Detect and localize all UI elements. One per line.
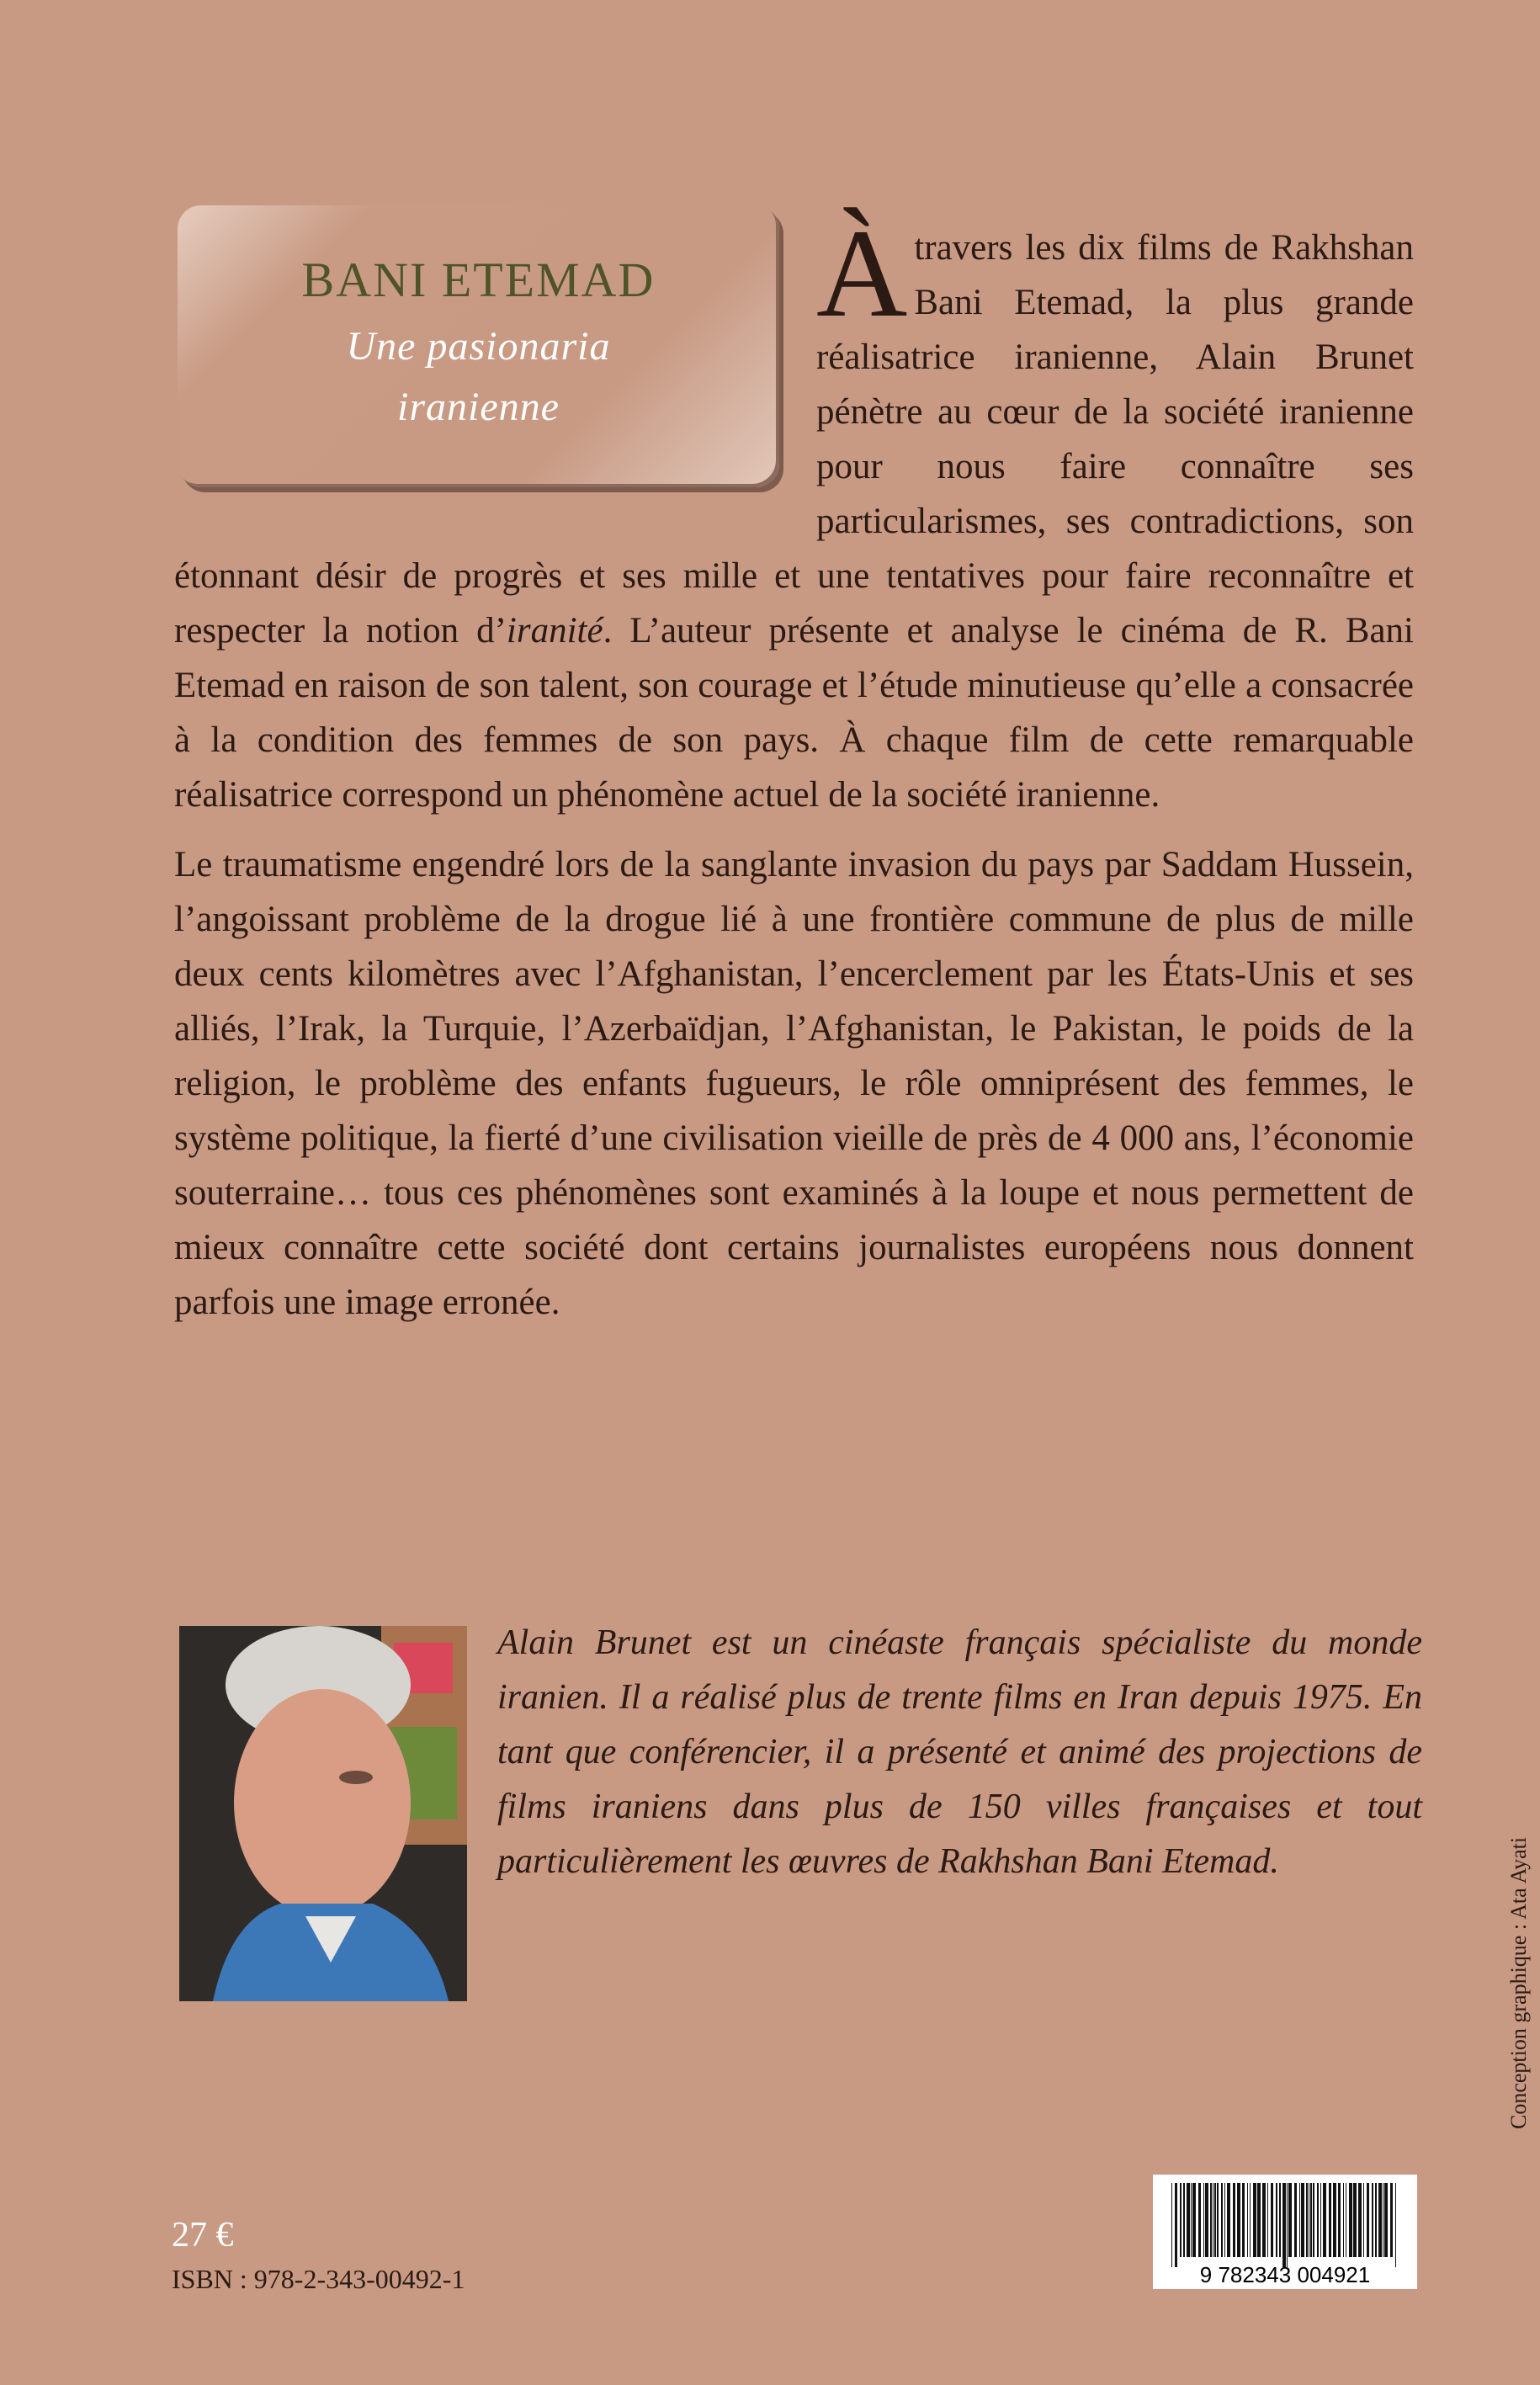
barcode bbox=[1153, 2175, 1417, 2289]
subtitle-line-2: iranienne bbox=[397, 385, 560, 429]
drop-cap: À bbox=[816, 204, 908, 343]
title-box bbox=[178, 205, 779, 487]
price: 27 € bbox=[172, 2216, 234, 2255]
blurb-paragraph-1 bbox=[174, 204, 1415, 822]
blurb-text-end: . L’auteur présente et analyse le cinéma de R. Bani Etemad en raison de son talent, son courage et l’étude minutieuse qu’elle a consacrée à la condition des femmes de son pays. À chaque film de cette remarquable réalisatrice correspond un phénomène actuel de la société iranienne. bbox=[174, 611, 1415, 815]
book-subtitle bbox=[178, 316, 779, 438]
blurb-italic-term: iranité bbox=[506, 611, 603, 651]
barcode-digits: 9 782343 004921 bbox=[1199, 2262, 1371, 2287]
book-title: BANI ETEMAD bbox=[301, 252, 656, 307]
back-cover-blurb bbox=[174, 204, 1415, 1345]
barcode-bars bbox=[1153, 2175, 1417, 2289]
subtitle-line-1: Une pasionaria bbox=[346, 324, 611, 369]
blurb-text: travers les dix films de Rakhshan Bani Etemad, la plus grande réalisatrice iranienne, Alain Brunet pénètre au cœur de la société iranienne pour nous faire connaître ses particularismes, ses contradictions, son étonnant désir de progrès et ses mille et une tentatives pour faire reconnaître et respecter la notion d’ bbox=[174, 228, 1414, 651]
design-credit: Conception graphique : Ata Ayati bbox=[1506, 1836, 1531, 2129]
author-bio: Alain Brunet est un cinéaste français spécialiste du monde iranien. Il a réalisé plus de trente films en Iran depuis 1975. En tant que conférencier, il a présenté et animé des projections de films iraniens dans plus de 150 villes françaises et tout particulièrement les œuvres de Rakhshan Bani Etemad. bbox=[497, 1623, 1422, 1881]
blurb-paragraph-2: Le traumatisme engendré lors de la sanglante invasion du pays par Saddam Hussein, l’angoissant problème de la drogue lié à une frontière commune de plus de mille deux cents kilomètres avec l’Afghanistan, l’encerclement par les États-Unis et ses alliés, l’Irak, la Turquie, l’Azerbaïdjan, l’Afghanistan, le Pakistan, le poids de la religion, le problème des enfants fugueurs, le rôle omniprésent des femmes, le système politique, la fierté d’une civilisation vieille de près de 4 000 ans, l’économie souterraine… tous ces phénomènes sont examinés à la loupe et nous permettent de mieux connaître cette société dont certains journalistes européens nous donnent parfois une image erronée. bbox=[174, 845, 1414, 1322]
author-photo bbox=[179, 1626, 467, 2001]
isbn: ISBN : 978-2-343-00492-1 bbox=[172, 2264, 465, 2294]
